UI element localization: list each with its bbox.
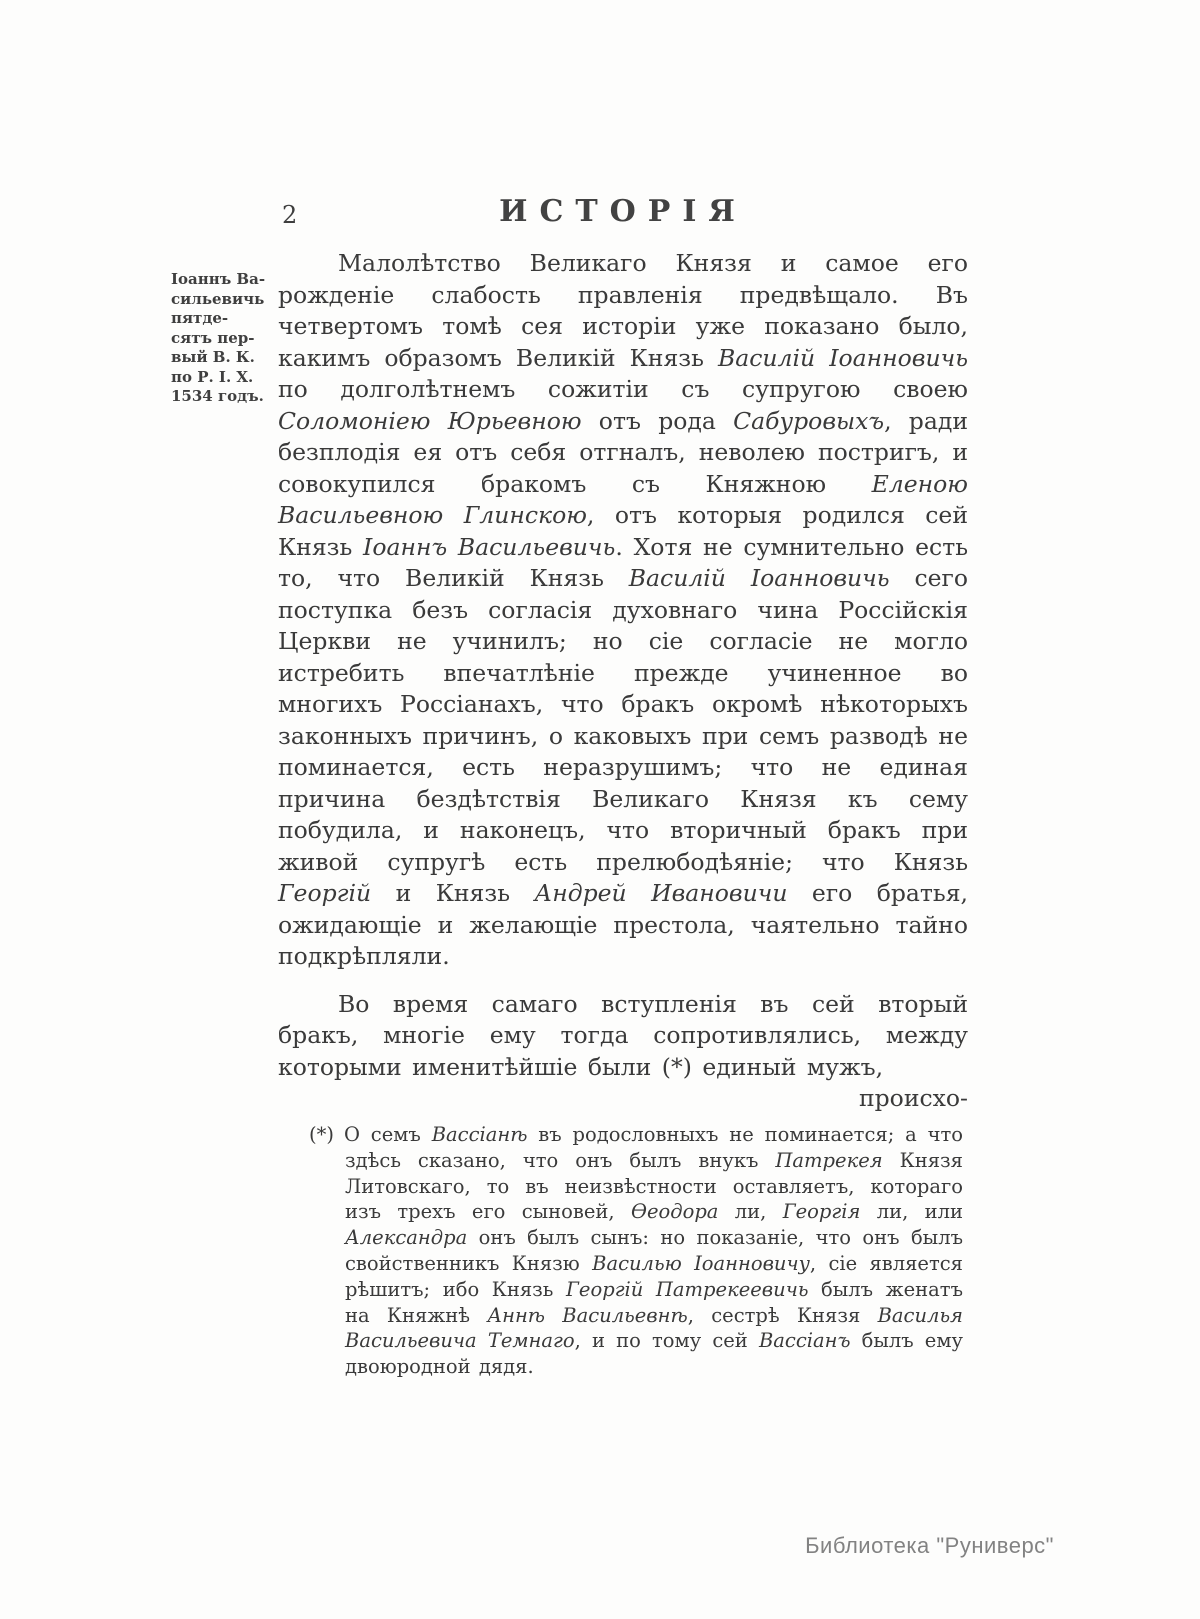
text-run: ли,: [718, 1200, 783, 1224]
text-run: Соломоніею Юрьевною: [278, 406, 582, 435]
margin-note-line: Іоаннъ Ва-: [171, 270, 266, 288]
text-run: Малолѣтство Великаго Князя и самое его рожденіе слабость правленія предвѣщало. Въ четвертомъ томѣ сея исторіи уже показано было, какимъ образомъ Великій Князь: [278, 249, 968, 372]
text-run: Вассіанѣ: [431, 1123, 528, 1146]
text-run: въ родословныхъ не поминается; а что здѣсь сказано, что онъ былъ внукъ: [345, 1123, 963, 1172]
body-text: [278, 248, 968, 1115]
footnote-marker: (*): [309, 1123, 334, 1146]
text-run: Андрей Ивановичи: [534, 879, 788, 907]
margin-note: [171, 270, 281, 407]
margin-note-line: пятде-: [171, 309, 229, 327]
text-run: Князя Литовскаго, то въ неизвѣстности оставляетъ, котораго изъ трехъ его сыновей,: [345, 1148, 963, 1224]
text-run: Патрекея: [775, 1148, 883, 1172]
margin-note-line: по Р. І. Х.: [171, 367, 254, 386]
text-run: Во время самаго вступленія въ сей вторый бракъ, многіе ему тогда сопротивлялись, между которыми именитѣйшіе были (*) единый мужъ,: [278, 989, 968, 1081]
text-run: Вассіанъ: [758, 1329, 851, 1353]
text-run: Василья Васильевича Темнаго: [345, 1303, 963, 1353]
text-run: отъ рода: [581, 406, 734, 435]
margin-note-line: сильевичь: [171, 289, 265, 308]
library-watermark: Библиотека "Руниверс": [805, 1533, 1054, 1558]
text-run: О семъ: [343, 1123, 432, 1146]
text-run: Георгій Патрекеевичь: [566, 1277, 809, 1301]
footnote-text: [344, 1123, 963, 1378]
margin-note-line: 1534 годъ.: [171, 387, 264, 405]
paragraph: [278, 989, 968, 1084]
page-title: ИСТОРІЯ: [499, 194, 747, 229]
text-run: его братья, ожидающіе и желающіе престола, чаятельно тайно подкрѣпляли.: [278, 879, 968, 970]
text-run: Василью Іоанновичу: [592, 1251, 810, 1275]
text-run: Александра: [345, 1226, 468, 1250]
page-number: 2: [282, 201, 298, 229]
footnote: [309, 1122, 963, 1380]
text-run: Ѳеодора: [630, 1200, 719, 1224]
text-run: , сестрѣ Князя: [687, 1303, 878, 1327]
text-run: былъ женатъ на Княжнѣ: [345, 1277, 963, 1327]
text-run: . Хотя не сумнительно есть то, что Великій Князь: [278, 532, 969, 592]
text-run: Сабуровыхъ: [733, 406, 885, 435]
text-run: Василій Іоанновичь: [628, 564, 890, 592]
text-run: Аннѣ Васильевнѣ: [487, 1303, 688, 1327]
margin-note-line: вый В. К.: [171, 348, 255, 366]
text-run: , и по тому сей: [574, 1329, 759, 1353]
text-run: онъ былъ сынъ: но показаніе, что онъ былъ свойственникъ Князю: [345, 1226, 963, 1275]
text-run: , отъ которыя родился сей Князь: [278, 501, 968, 561]
text-run: , ради безплодія ея отъ себя отгналъ, неволею постригъ, и совокупился бракомъ съ Княжною: [278, 406, 968, 498]
text-run: и Князь: [371, 879, 535, 907]
text-run: Еленою Васильевною Глинскою: [278, 469, 968, 529]
text-run: , сіе является рѣшитъ; ибо Князь: [345, 1251, 963, 1301]
text-run: ли, или: [860, 1200, 963, 1224]
text-run: Георгій: [278, 879, 372, 907]
text-run: былъ ему двоюродной дядя.: [345, 1329, 963, 1379]
text-run: по долголѣтнемъ сожитіи съ супругою своею: [278, 375, 968, 403]
paragraph: [278, 248, 968, 973]
text-run: Василій Іоанновичь: [717, 343, 968, 372]
margin-note-line: сятъ пер-: [171, 328, 255, 347]
catchword-continuation: происхо-: [858, 1084, 968, 1112]
text-run: сего поступка безъ согласія духовнаго чина Россійскія Церкви не учинилъ; но сіе согласіе не могло истребить впечатлѣніе прежде учиненное во многихъ Россіанахъ, что бракъ окромѣ нѣкоторыхъ законныхъ причинъ, о каковыхъ при семъ разводѣ не поминается, есть неразрушимъ; что не единая причина бездѣтствія Великаго Князя къ сему побудила, и наконецъ, что вторичный бракъ при живой супругѣ есть прелюбодѣяніе; что Князь: [278, 564, 969, 876]
text-run: Іоаннъ Васильевичь: [363, 532, 616, 561]
text-run: Георгія: [782, 1200, 861, 1224]
